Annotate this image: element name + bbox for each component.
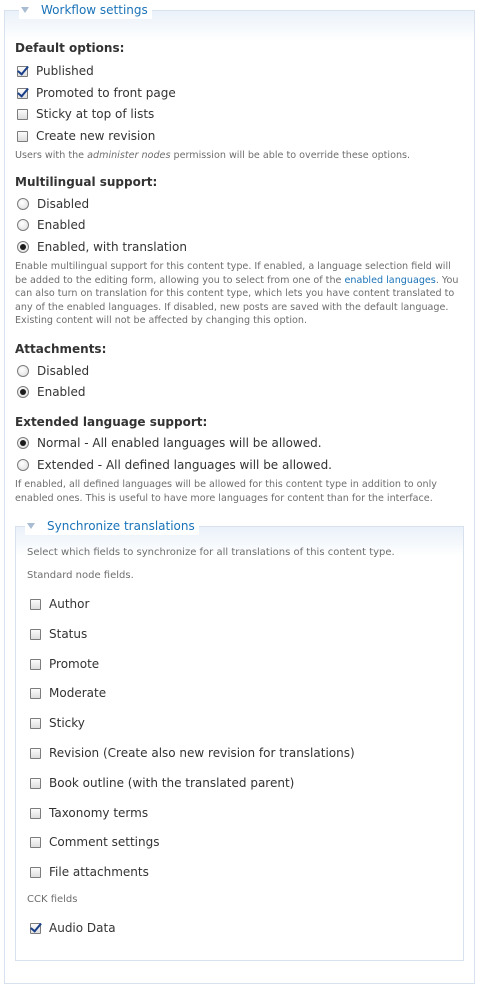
multilingual-translation-label[interactable]: Enabled, with translation — [37, 240, 187, 254]
sync-taxonomy-option[interactable] — [30, 805, 148, 821]
create-revision-label[interactable]: Create new revision — [36, 129, 156, 143]
workflow-settings-title: Workflow settings — [41, 3, 148, 17]
collapse-triangle-icon — [27, 523, 35, 529]
extended-normal-radio[interactable] — [17, 437, 29, 449]
sync-translations-fieldset — [15, 519, 464, 961]
cck-fields-label: CCK fields — [27, 894, 78, 905]
sync-translations-legend[interactable] — [25, 517, 199, 535]
sync-file-attachments-label[interactable]: File attachments — [49, 865, 149, 879]
desc-text: permission will be able to override these options. — [170, 150, 411, 161]
multilingual-disabled-label[interactable]: Disabled — [37, 197, 90, 211]
sync-author-option[interactable] — [30, 596, 89, 612]
promoted-option[interactable] — [17, 85, 176, 101]
multilingual-title: Multilingual support: — [15, 175, 158, 189]
multilingual-enabled-label[interactable]: Enabled — [37, 218, 86, 232]
sync-taxonomy-label[interactable]: Taxonomy terms — [49, 806, 149, 820]
extended-normal-option[interactable] — [17, 435, 322, 451]
create-revision-checkbox[interactable] — [17, 131, 28, 142]
extended-normal-label[interactable]: Normal - All enabled languages will be allowed. — [37, 436, 322, 450]
extended-language-description: If enabled, all defined languages will be allowed for this content type in addition to only enabled ones. This is useful to have more languages for content than for the interface. — [15, 479, 437, 504]
extended-extended-radio[interactable] — [17, 459, 29, 471]
attachments-title: Attachments: — [15, 342, 107, 356]
sync-status-option[interactable] — [30, 626, 87, 642]
sync-revision-checkbox[interactable] — [30, 748, 41, 759]
attachments-disabled-option[interactable] — [17, 363, 89, 379]
sync-book-outline-checkbox[interactable] — [30, 778, 41, 789]
extended-extended-label[interactable]: Extended - All defined languages will be allowed. — [37, 458, 332, 472]
attachments-enabled-radio[interactable] — [17, 386, 29, 398]
extended-language-title: Extended language support: — [15, 415, 208, 429]
multilingual-enabled-option[interactable] — [17, 217, 86, 233]
sync-revision-option[interactable] — [30, 745, 355, 761]
standard-fields-label: Standard node fields. — [27, 570, 134, 581]
attachments-enabled-option[interactable] — [17, 384, 86, 400]
collapse-triangle-icon — [21, 7, 29, 13]
sync-moderate-checkbox[interactable] — [30, 688, 41, 699]
attachments-enabled-label[interactable]: Enabled — [37, 385, 86, 399]
sync-intro: Select which fields to synchronize for all translations of this content type. — [27, 547, 395, 558]
attachments-disabled-radio[interactable] — [17, 365, 29, 377]
sticky-option[interactable] — [17, 106, 154, 122]
published-label[interactable]: Published — [36, 64, 94, 78]
default-options-description — [15, 149, 463, 163]
enabled-languages-link[interactable]: enabled languages — [344, 274, 436, 286]
sync-comment-settings-label[interactable]: Comment settings — [49, 835, 160, 849]
published-option[interactable] — [17, 63, 94, 79]
sync-audio-data-option[interactable] — [30, 920, 116, 936]
promoted-checkbox[interactable] — [17, 88, 28, 99]
sync-status-checkbox[interactable] — [30, 629, 41, 640]
sync-promote-label[interactable]: Promote — [49, 657, 100, 671]
sync-book-outline-option[interactable] — [30, 775, 294, 791]
sync-translations-title: Synchronize translations — [47, 519, 195, 533]
desc-permission: administer nodes — [87, 150, 171, 161]
sync-author-checkbox[interactable] — [30, 599, 41, 610]
sync-book-outline-label[interactable]: Book outline (with the translated parent) — [49, 776, 295, 790]
sync-comment-settings-checkbox[interactable] — [30, 837, 41, 848]
workflow-settings-legend[interactable] — [19, 1, 152, 19]
multilingual-enabled-radio[interactable] — [17, 219, 29, 231]
desc-text: Enable multilingual support for this content type. If enabled, a language selection field will be added to the editing form, allowing you to select from one of the — [15, 261, 451, 286]
sync-comment-settings-option[interactable] — [30, 834, 159, 850]
sync-status-label[interactable]: Status — [49, 627, 88, 641]
sync-author-label[interactable]: Author — [49, 597, 90, 611]
sticky-label[interactable]: Sticky at top of lists — [36, 107, 155, 121]
sync-moderate-option[interactable] — [30, 685, 106, 701]
multilingual-translation-radio[interactable] — [17, 241, 29, 253]
sync-audio-data-label[interactable]: Audio Data — [49, 921, 116, 935]
published-checkbox[interactable] — [17, 66, 28, 77]
attachments-disabled-label[interactable]: Disabled — [37, 364, 90, 378]
default-options-title: Default options: — [15, 41, 125, 55]
sync-file-attachments-checkbox[interactable] — [30, 867, 41, 878]
promoted-label[interactable]: Promoted to front page — [36, 86, 176, 100]
sync-sticky-option[interactable] — [30, 715, 85, 731]
sync-file-attachments-option[interactable] — [30, 864, 149, 880]
sync-promote-checkbox[interactable] — [30, 659, 41, 670]
multilingual-disabled-option[interactable] — [17, 196, 89, 212]
sync-sticky-label[interactable]: Sticky — [49, 716, 85, 730]
create-revision-option[interactable] — [17, 128, 155, 144]
sync-revision-label[interactable]: Revision (Create also new revision for translations) — [49, 746, 355, 760]
multilingual-description — [15, 260, 463, 328]
sync-audio-data-checkbox[interactable] — [30, 923, 41, 934]
sync-taxonomy-checkbox[interactable] — [30, 808, 41, 819]
extended-extended-option[interactable] — [17, 457, 332, 473]
sync-sticky-checkbox[interactable] — [30, 718, 41, 729]
sticky-checkbox[interactable] — [17, 109, 28, 120]
desc-text: Users with the — [15, 150, 88, 161]
sync-moderate-label[interactable]: Moderate — [49, 686, 107, 700]
multilingual-translation-option[interactable] — [17, 239, 187, 255]
multilingual-disabled-radio[interactable] — [17, 198, 29, 210]
desc-text: . You can also turn on translation for this content type, which lets you have content translated to any of the enabled languages. If disabled, new posts are saved with the default language. Existing content will not be affected by changing this option. — [15, 274, 459, 326]
sync-promote-option[interactable] — [30, 656, 99, 672]
